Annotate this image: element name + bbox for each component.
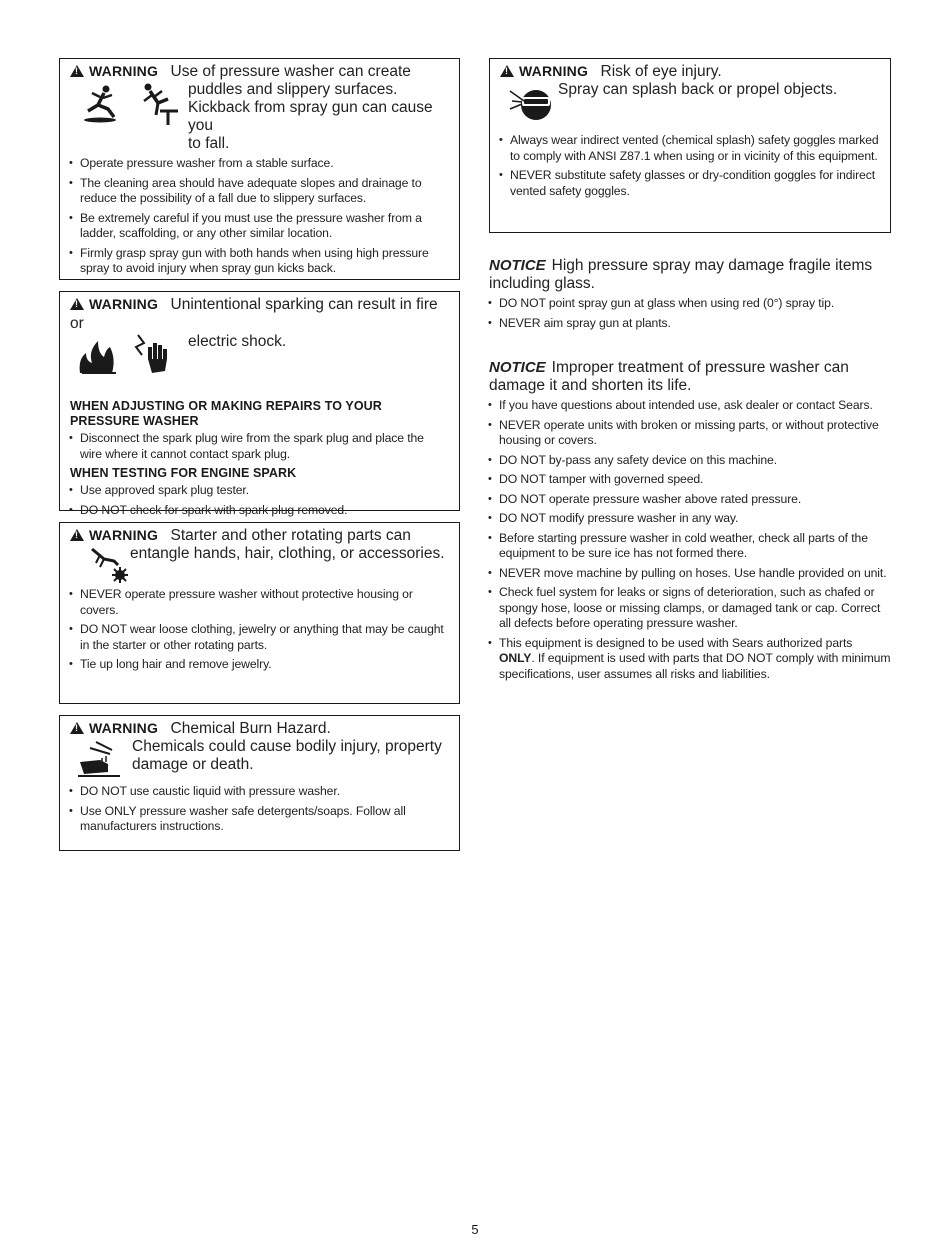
fire-icon <box>76 335 120 375</box>
list-item: • DO NOT by-pass any safety device on this machine. <box>489 453 891 469</box>
list-item: • NEVER substitute safety glasses or dry-condition goggles for indirect vented safety goggles. <box>500 168 880 199</box>
list-item: • Use approved spark plug tester. <box>70 483 449 499</box>
slip-bullet-list <box>70 156 449 277</box>
warning-text-line: Spray can splash back or propel objects. <box>558 81 838 98</box>
list-item: • Operate pressure washer from a stable surface. <box>70 156 449 172</box>
warning-headline: Starter and other rotating parts can <box>170 527 411 544</box>
warning-headline: Unintentional sparking can result in fire or <box>70 296 438 332</box>
list-item: • Firmly grasp spray gun with both hands when using high pressure spray to avoid injury when spray gun kicks back. <box>70 246 449 277</box>
list-item: • If you have questions about intended use, ask dealer or contact Sears. <box>489 398 891 414</box>
list-item: • Be extremely careful if you must use the pressure washer from a ladder, scaffolding, or any other similar location. <box>70 211 449 242</box>
list-item: • DO NOT modify pressure washer in any way. <box>489 511 891 527</box>
section-subheading: WHEN ADJUSTING OR MAKING REPAIRS TO YOUR PRESSURE WASHER <box>70 399 382 428</box>
glass-bullet-list <box>489 296 891 331</box>
slip-hazard-icon <box>78 83 128 123</box>
warning-triangle-icon <box>70 722 84 734</box>
list-item: • Tie up long hair and remove jewelry. <box>70 657 449 673</box>
eye-bullet-list <box>500 133 880 199</box>
warning-headline: Risk of eye injury. <box>600 63 722 80</box>
warning-label: WARNING <box>89 296 159 312</box>
warning-headline: Use of pressure washer can create <box>170 63 411 80</box>
warning-label: WARNING <box>89 720 159 736</box>
left-column <box>59 58 460 862</box>
kickback-fall-icon <box>134 81 184 129</box>
warning-text-line: electric shock. <box>188 333 287 350</box>
list-item: • DO NOT check for spark with spark plug removed. <box>70 503 449 519</box>
list-item: • NEVER operate pressure washer without protective housing or covers. <box>70 587 449 618</box>
notice-text: High pressure spray may damage fragile items including glass. <box>489 257 873 292</box>
warning-box-spark <box>59 291 460 517</box>
warning-label: WARNING <box>89 63 159 79</box>
treatment-bullet-list <box>489 398 891 682</box>
electric-shock-icon <box>130 333 170 375</box>
entanglement-icon <box>90 545 134 587</box>
notice-treatment <box>489 359 891 682</box>
list-item: • Disconnect the spark plug wire from the spark plug and place the wire where it cannot contact spark plug. <box>70 431 449 462</box>
warning-box-starter <box>59 522 460 704</box>
notice-label: NOTICE <box>489 257 546 274</box>
warning-box-slip <box>59 58 460 280</box>
chemical-bullet-list <box>70 784 449 835</box>
page-number: 5 <box>471 1222 479 1237</box>
emphasis-text: ONLY <box>499 651 532 665</box>
warning-text-line: Chemicals could cause bodily injury, property <box>132 738 442 755</box>
warning-box-chemical <box>59 715 460 851</box>
warning-label: WARNING <box>89 527 159 543</box>
safety-goggles-icon <box>508 81 552 125</box>
list-item: • DO NOT operate pressure washer above rated pressure. <box>489 492 891 508</box>
chemical-burn-icon <box>76 740 122 778</box>
list-item: • DO NOT wear loose clothing, jewelry or anything that may be caught in the starter or other rotating parts. <box>70 622 449 653</box>
right-column <box>489 58 891 686</box>
list-item: • Use ONLY pressure washer safe detergents/soaps. Follow all manufacturers instructions. <box>70 804 449 835</box>
list-item: • Always wear indirect vented (chemical splash) safety goggles marked to comply with ANSI Z87.1 when using or in vicinity of this equipment. <box>500 133 880 164</box>
spark-bullet-list-repair <box>70 431 449 462</box>
list-item-text: This equipment is designed to be used with Sears authorized parts <box>499 635 853 650</box>
warning-text-line: puddles and slippery surfaces. <box>188 81 398 98</box>
warning-triangle-icon <box>70 529 84 541</box>
warning-text-line: damage or death. <box>132 756 254 773</box>
list-item: • The cleaning area should have adequate slopes and drainage to reduce the possibility of a fall due to slippery surfaces. <box>70 176 449 207</box>
list-item: • DO NOT use caustic liquid with pressure washer. <box>70 784 449 800</box>
list-item: • DO NOT point spray gun at glass when using red (0°) spray tip. <box>489 296 891 312</box>
spark-bullet-list-testing <box>70 483 449 518</box>
warning-box-eye <box>489 58 891 233</box>
warning-triangle-icon <box>500 65 514 77</box>
warning-text-line: Kickback from spray gun can cause you <box>188 99 433 134</box>
warning-text-line: entangle hands, hair, clothing, or accessories. <box>130 545 445 562</box>
list-item: • NEVER aim spray gun at plants. <box>489 316 891 332</box>
notice-text: Improper treatment of pressure washer can damage it and shorten its life. <box>489 359 849 394</box>
notice-label: NOTICE <box>489 359 546 376</box>
list-item-text: . If equipment is used with parts that DO NOT comply with minimum specifications, user assumes all risks and liabilities. <box>499 651 891 681</box>
list-item: • NEVER operate units with broken or missing parts, or without protective housing or covers. <box>489 418 891 449</box>
list-item <box>489 636 891 683</box>
section-subheading: WHEN TESTING FOR ENGINE SPARK <box>70 466 297 480</box>
warning-text-line: to fall. <box>188 135 230 152</box>
list-item: • Check fuel system for leaks or signs of deterioration, such as chafed or spongy hose, loose or missing clamps, or damaged tank or cap. Correct all defects before operating pressure washer. <box>489 585 891 632</box>
warning-headline: Chemical Burn Hazard. <box>170 720 331 737</box>
warning-label: WARNING <box>519 63 589 79</box>
warning-triangle-icon <box>70 65 84 77</box>
notice-glass <box>489 257 891 331</box>
list-item: • NEVER move machine by pulling on hoses. Use handle provided on unit. <box>489 566 891 582</box>
list-item: • Before starting pressure washer in cold weather, check all parts of the equipment to be sure ice has not formed there. <box>489 531 891 562</box>
starter-bullet-list <box>70 587 449 673</box>
list-item: • DO NOT tamper with governed speed. <box>489 472 891 488</box>
warning-triangle-icon <box>70 298 84 310</box>
